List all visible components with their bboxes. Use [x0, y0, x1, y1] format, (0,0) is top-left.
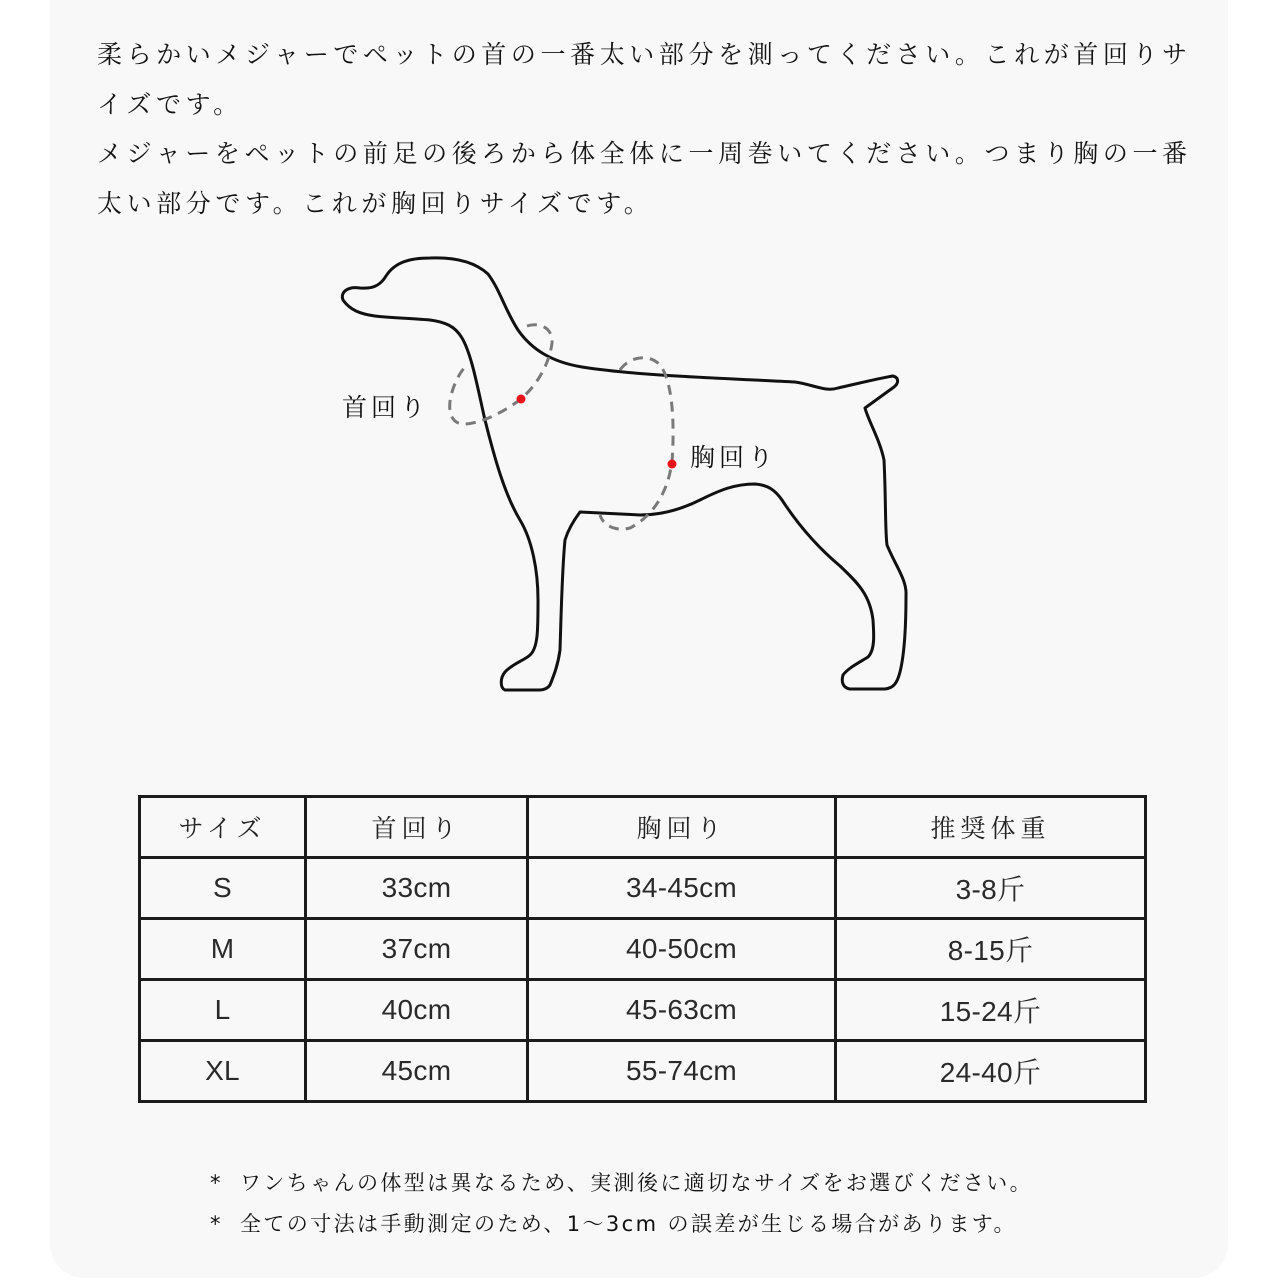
table-row: [140, 919, 1146, 980]
chest-marker-dot: [668, 460, 677, 469]
neck-marker-dot: [517, 395, 526, 404]
note-item: [210, 1163, 1033, 1204]
dog-outline: [342, 258, 906, 690]
cell-weight: 15-24斤: [836, 980, 1146, 1041]
cell-chest: 45-63cm: [528, 980, 836, 1041]
cell-size: XL: [140, 1041, 306, 1102]
note-text: ワンちゃんの体型は異なるため、実測後に適切なサイズをお選びください。: [240, 1171, 1034, 1195]
note-item: [210, 1204, 1033, 1245]
cell-size: M: [140, 919, 306, 980]
header-chest: 胸回り: [528, 797, 836, 858]
cell-size: S: [140, 858, 306, 919]
cell-size: L: [140, 980, 306, 1041]
chest-instruction: メジャーをペットの前足の後ろから体全体に一周巻いてください。つまり胸の一番太い部分です。これが胸回りサイズです。: [97, 139, 1192, 218]
cell-chest: 55-74cm: [528, 1041, 836, 1102]
table-row: [140, 980, 1146, 1041]
cell-weight: 24-40斤: [836, 1041, 1146, 1102]
cell-weight: 3-8斤: [836, 858, 1146, 919]
table-header-row: [140, 797, 1146, 858]
cell-weight: 8-15斤: [836, 919, 1146, 980]
cell-chest: 34-45cm: [528, 858, 836, 919]
header-weight: 推奨体重: [836, 797, 1146, 858]
asterisk-bullet: *: [210, 1171, 223, 1195]
table-row: [140, 1041, 1146, 1102]
chest-measure-line: [600, 358, 673, 529]
header-size: サイズ: [140, 797, 306, 858]
note-text: 全ての寸法は手動測定のため、1～3cm の誤差が生じる場合があります。: [240, 1212, 1017, 1236]
chest-label: 胸回り: [690, 443, 778, 472]
size-chart-table: [138, 795, 1147, 1103]
cell-neck: 37cm: [306, 919, 528, 980]
asterisk-bullet: *: [210, 1212, 223, 1236]
notes-section: [210, 1163, 1033, 1245]
cell-neck: 33cm: [306, 858, 528, 919]
cell-neck: 40cm: [306, 980, 528, 1041]
cell-chest: 40-50cm: [528, 919, 836, 980]
neck-measure-line: [450, 325, 552, 424]
neck-label: 首回り: [342, 393, 430, 422]
neck-instruction: 柔らかいメジャーでペットの首の一番太い部分を測ってください。これが首回りサイズです。: [97, 40, 1192, 119]
header-neck: 首回り: [306, 797, 528, 858]
cell-neck: 45cm: [306, 1041, 528, 1102]
table-row: [140, 858, 1146, 919]
